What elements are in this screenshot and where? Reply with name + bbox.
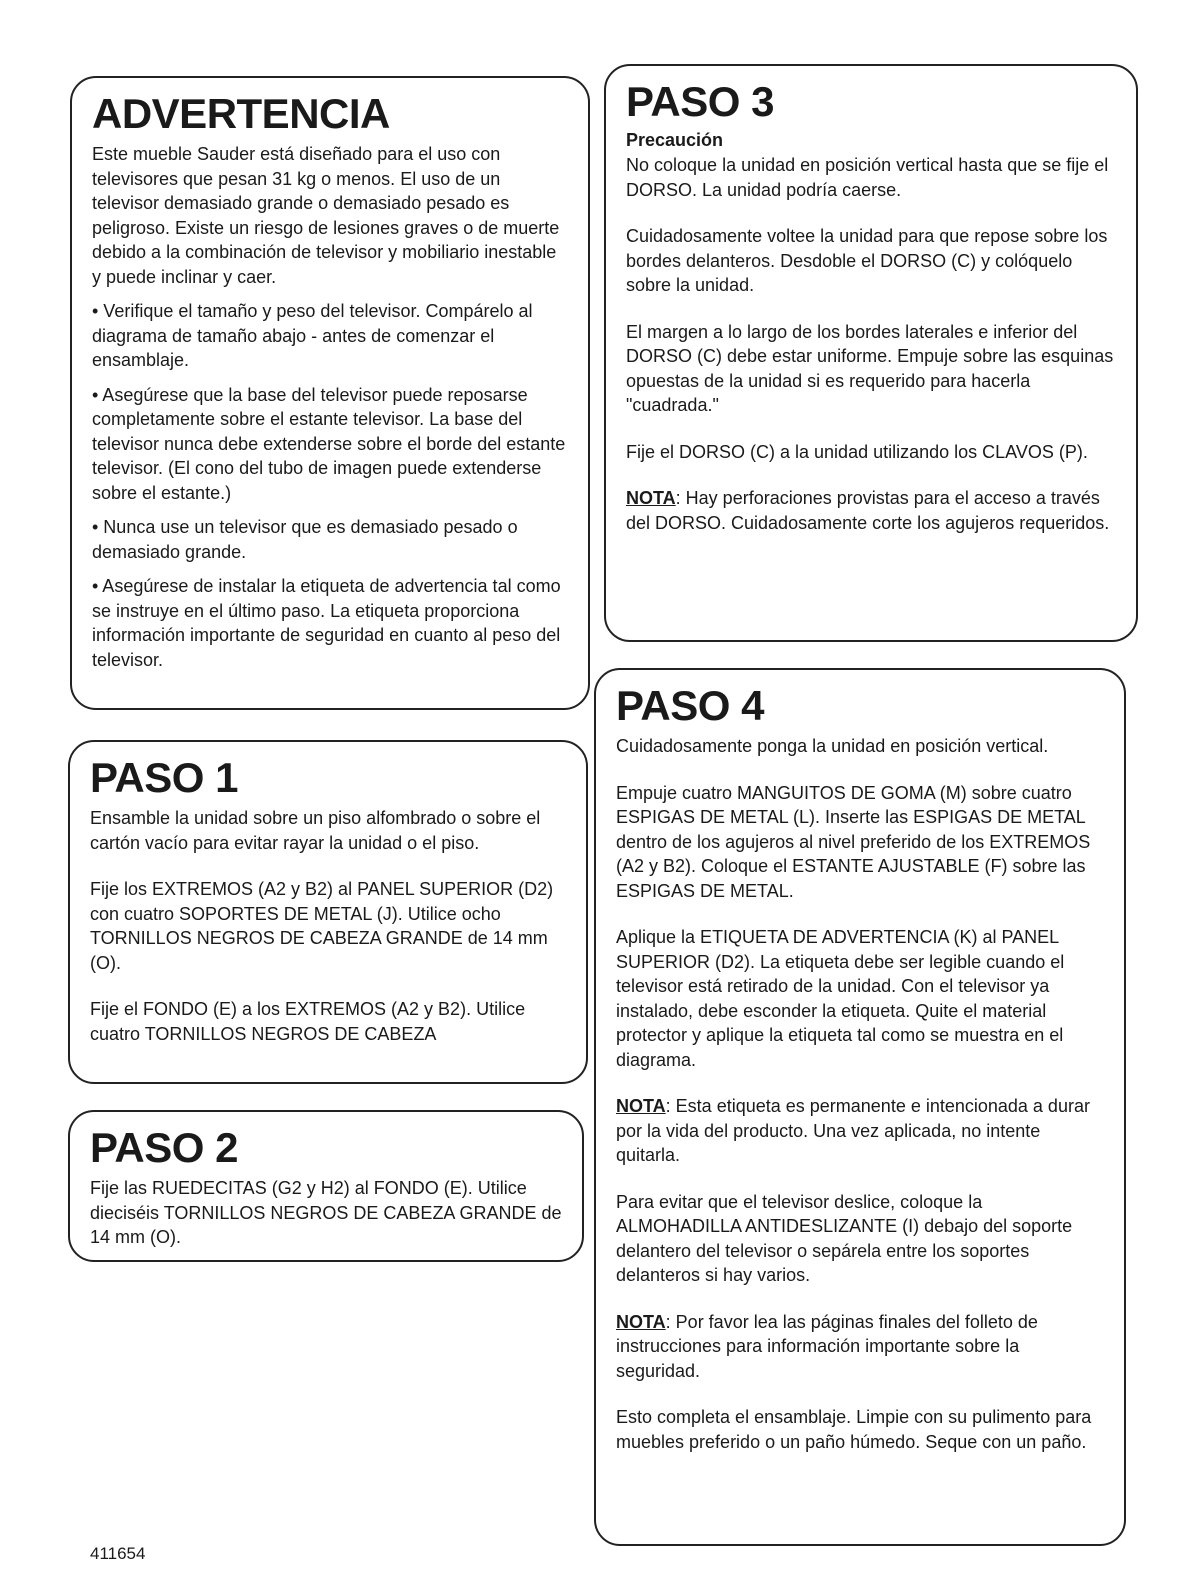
warning-bullet: • Nunca use un televisor que es demasiado pesado o demasiado grande. — [92, 517, 518, 562]
step-1-box — [68, 740, 588, 1084]
step-4-paragraph: Para evitar que el televisor deslice, coloque la ALMOHADILLA ANTIDESLIZANTE (I) debajo del soporte delantero del televisor o sepárela entre los soportes delanteros si hay varios. — [616, 1191, 1073, 1286]
caution-subtitle: Precaución — [626, 130, 724, 151]
step-4-paragraph: Esto completa el ensamblaje. Limpie con su pulimento para muebles preferido o un paño húmedo. Seque con un paño. — [616, 1407, 1092, 1452]
document-code: 411654 — [90, 1544, 146, 1563]
warning-bullet: • Verifique el tamaño y peso del televisor. Compárelo al diagrama de tamaño abajo - antes de comenzar el ensamblaje. — [92, 301, 533, 371]
note-label: NOTA — [626, 488, 676, 509]
warning-intro: Este mueble Sauder está diseñado para el uso con televisores que pesan 31 kg o menos. El uso de un televisor demasiado grande o demasiado pesado es peligroso. Existe un riesgo de lesiones graves o de muerte debido a la combinación de televisor y mobiliario inestable y puede inclinar y caer. — [92, 144, 560, 287]
step-4-paragraph: Aplique la ETIQUETA DE ADVERTENCIA (K) al PANEL SUPERIOR (D2). La etiqueta debe ser legible cuando el televisor está retirado de la unidad. Con el televisor ya instalado, debe esconder la etiqueta. Quite el material protector y aplique la etiqueta tal como se muestra en el diagrama. — [616, 927, 1065, 1070]
note-text: : Esta etiqueta es permanente e intencionada a durar por la vida del producto. Una vez aplicada, no intente quitarla. — [616, 1096, 1090, 1166]
step-3-paragraph: No coloque la unidad en posición vertical hasta que se fije el DORSO. La unidad podría caerse. — [626, 155, 1109, 200]
step-3-box — [604, 64, 1138, 642]
step-2-title: PASO 2 — [90, 1124, 238, 1171]
step-4-paragraph: Empuje cuatro MANGUITOS DE GOMA (M) sobre cuatro ESPIGAS DE METAL (L). Inserte las ESPIGAS DE METAL dentro de los agujeros al nivel preferido de los EXTREMOS (A2 y B2). Coloque el ESTANTE AJUSTABLE (F) sobre las ESPIGAS DE METAL. — [616, 782, 1091, 901]
step-3-paragraph: El margen a lo largo de los bordes laterales e inferior del DORSO (C) debe estar uniforme. Empuje sobre las esquinas opuestas de la unidad si es requerido para hacerla "cuadrada." — [626, 321, 1114, 416]
note-text: : Hay perforaciones provistas para el acceso a través del DORSO. Cuidadosamente corte los agujeros requeridos. — [626, 488, 1110, 533]
step-4-note — [616, 1094, 1104, 1168]
note-text: : Por favor lea las páginas finales del folleto de instrucciones para información importante sobre la seguridad. — [616, 1311, 1038, 1381]
note-label: NOTA — [616, 1311, 666, 1332]
step-4-paragraph: Cuidadosamente ponga la unidad en posición vertical. — [616, 736, 1049, 757]
step-4-title: PASO 4 — [616, 682, 764, 729]
step-1-paragraph: Ensamble la unidad sobre un piso alfombrado o sobre el cartón vacío para evitar rayar la unidad o el piso. — [90, 808, 541, 853]
step-4-note — [616, 1310, 1104, 1384]
step-1-paragraph: Fije los EXTREMOS (A2 y B2) al PANEL SUPERIOR (D2) con cuatro SOPORTES DE METAL (J). Utilice ocho TORNILLOS NEGROS DE CABEZA GRANDE de 14 mm (O). — [90, 879, 554, 973]
warning-title: ADVERTENCIA — [92, 90, 390, 137]
step-3-title: PASO 3 — [626, 78, 774, 125]
step-1-paragraph: Fije el FONDO (E) a los EXTREMOS (A2 y B2). Utilice cuatro TORNILLOS NEGROS DE CABEZA — [90, 999, 526, 1044]
warning-box — [70, 76, 590, 710]
step-1-title: PASO 1 — [90, 754, 238, 801]
step-4-box — [594, 668, 1126, 1546]
step-2-paragraph: Fije las RUEDECITAS (G2 y H2) al FONDO (E). Utilice dieciséis TORNILLOS NEGROS DE CABEZA GRANDE de 14 mm (O). — [90, 1178, 562, 1248]
step-3-paragraph: Fije el DORSO (C) a la unidad utilizando los CLAVOS (P). — [626, 441, 1088, 462]
step-3-paragraph: Cuidadosamente voltee la unidad para que repose sobre los bordes delanteros. Desdoble el DORSO (C) y colóquelo sobre la unidad. — [626, 226, 1108, 296]
step-2-box — [68, 1110, 584, 1262]
step-3-note — [626, 486, 1116, 535]
note-label: NOTA — [616, 1096, 666, 1117]
warning-bullet: • Asegúrese de instalar la etiqueta de advertencia tal como se instruye en el último paso. La etiqueta proporciona información importante de seguridad en cuanto al peso del televisor. — [92, 576, 561, 670]
warning-bullet: • Asegúrese que la base del televisor puede reposarse completamente sobre el estante televisor. La base del televisor nunca debe extenderse sobre el borde del estante televisor. (El cono del tubo de imagen puede extenderse sobre el estante.) — [92, 384, 566, 503]
